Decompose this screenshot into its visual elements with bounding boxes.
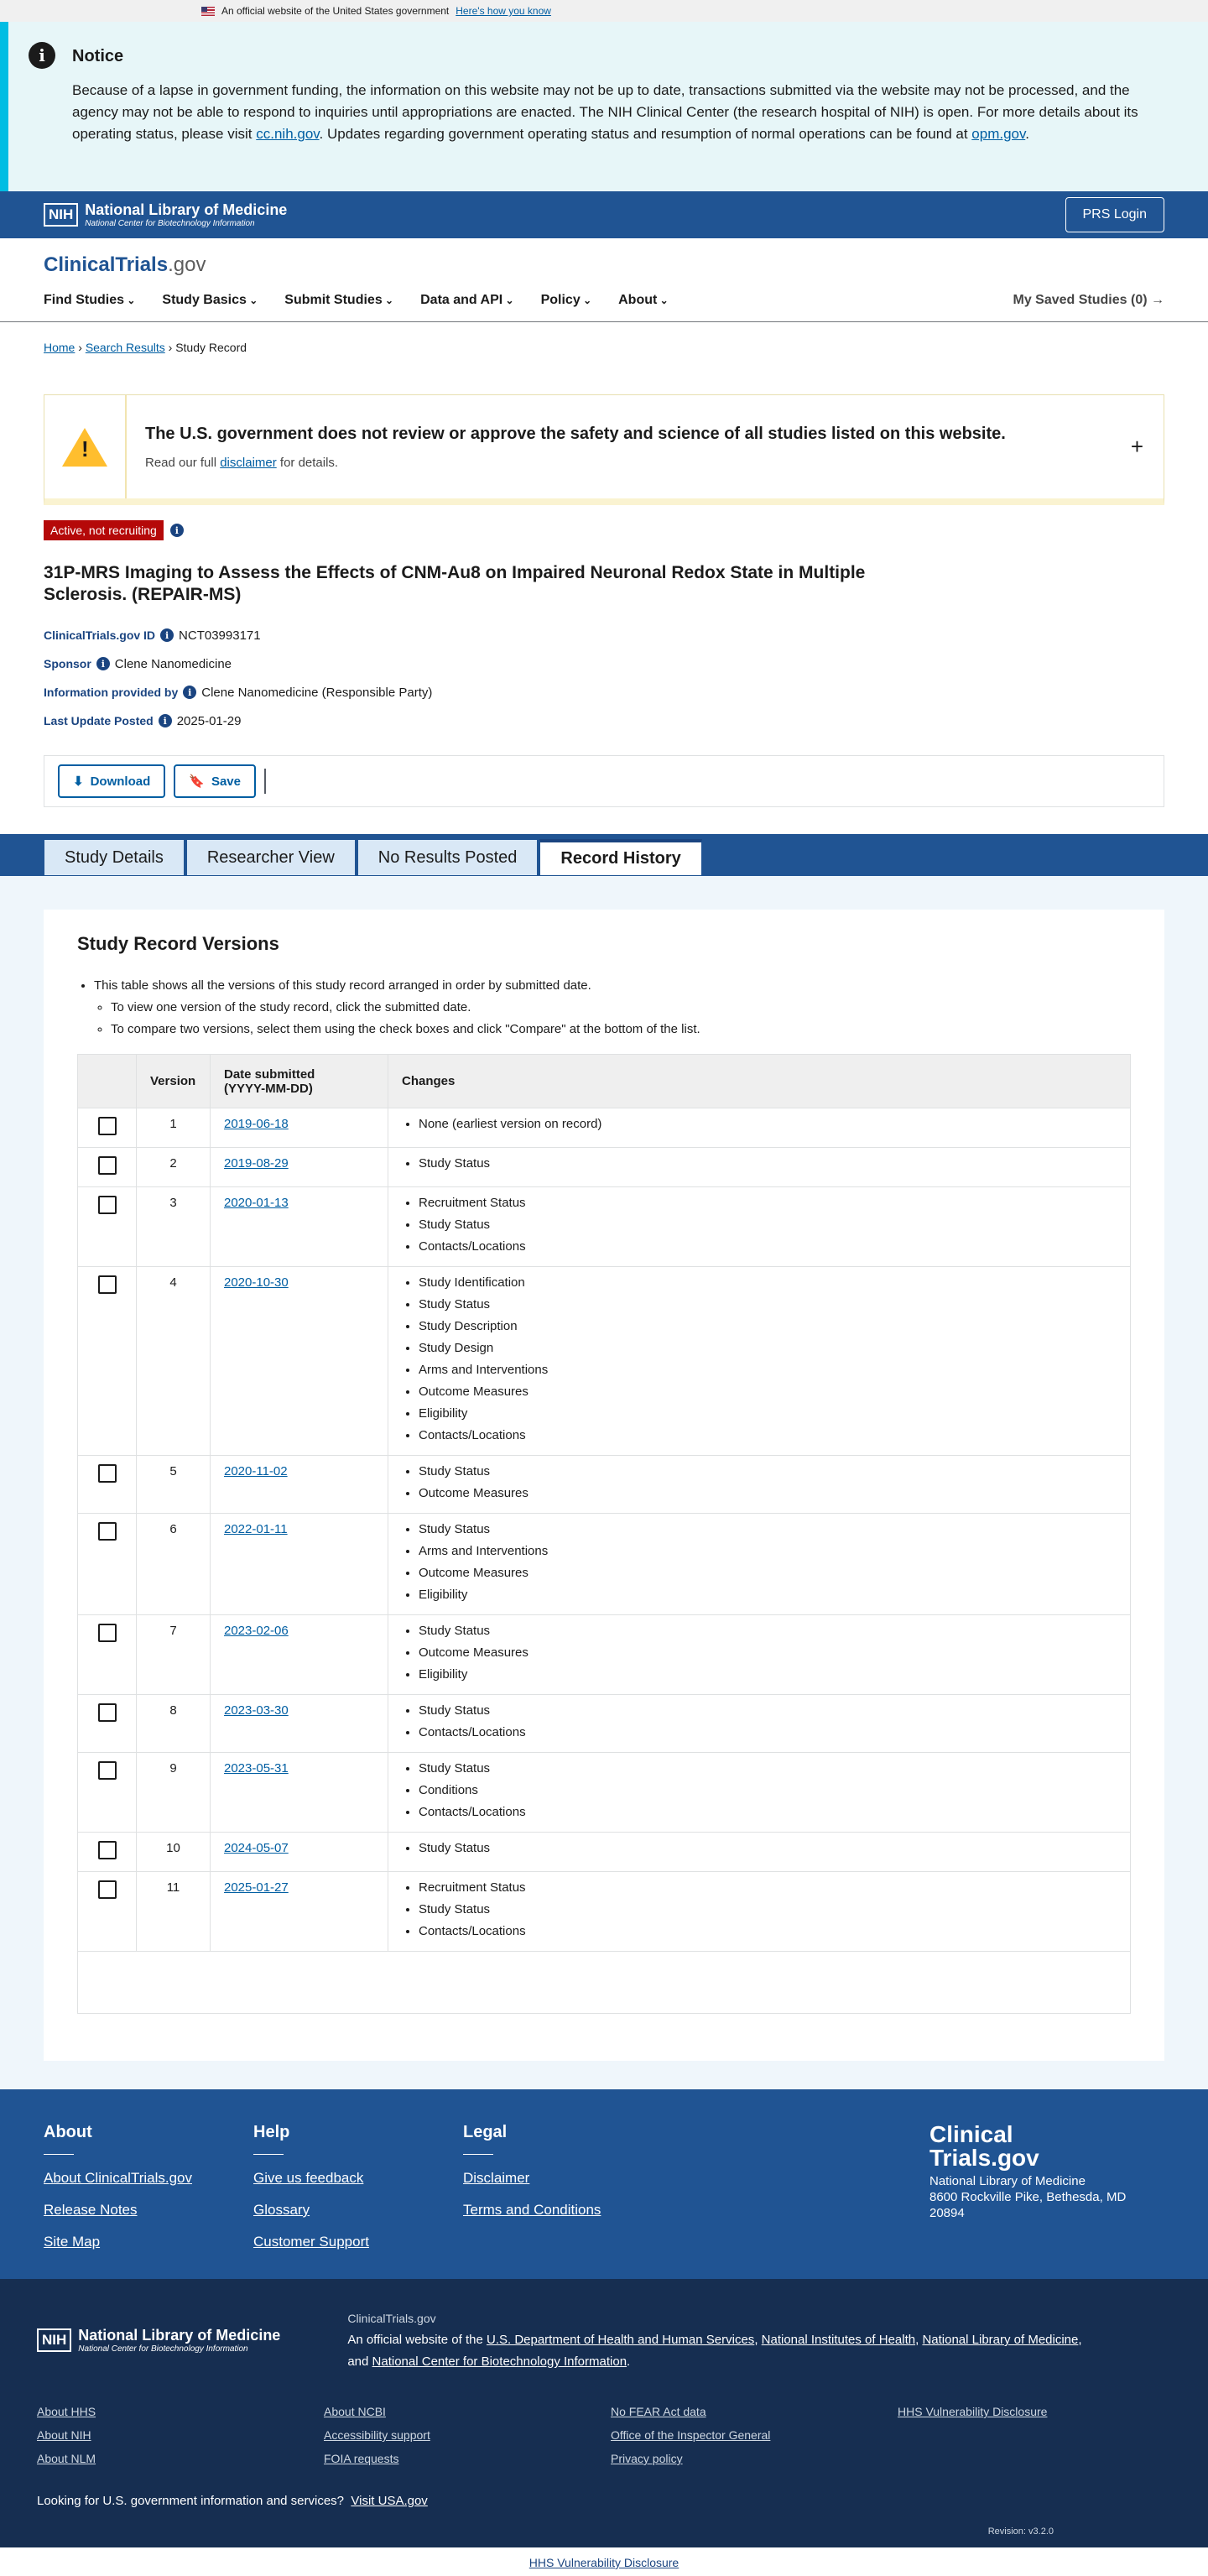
sponsor-label: Sponsor: [44, 657, 91, 670]
link-privacy[interactable]: Privacy policy: [611, 2452, 683, 2465]
version-date-link[interactable]: 2023-03-30: [224, 1703, 289, 1718]
change-item: • Recruitment Status: [419, 1192, 1117, 1214]
version-date-link[interactable]: 2020-01-13: [224, 1196, 289, 1210]
change-item: • Study Status: [419, 1214, 1117, 1236]
changes-list: [402, 1838, 1117, 1859]
link-inspector-general[interactable]: Office of the Inspector General: [611, 2428, 771, 2442]
change-item: • Contacts/Locations: [419, 1236, 1117, 1258]
changes-list: [402, 1519, 1117, 1606]
lower-links: [37, 2405, 1171, 2465]
link-no-fear[interactable]: No FEAR Act data: [611, 2405, 706, 2418]
version-checkbox[interactable]: [98, 1761, 117, 1780]
change-item: • Outcome Measures: [419, 1381, 1117, 1403]
status-row: [44, 520, 1164, 540]
table-row: [78, 1148, 1131, 1187]
change-item: • Arms and Interventions: [419, 1359, 1117, 1381]
info-provided-value: Clene Nanomedicine (Responsible Party): [201, 685, 433, 700]
change-item: • Contacts/Locations: [419, 1722, 1117, 1744]
study-meta: [44, 621, 1164, 735]
disclaimer-link[interactable]: disclaimer: [220, 455, 277, 470]
change-item: • Outcome Measures: [419, 1562, 1117, 1584]
download-icon: ⬇: [73, 774, 84, 789]
version-date-link[interactable]: 2025-01-27: [224, 1880, 289, 1895]
main-nav: [0, 279, 1208, 322]
version-number: 2: [137, 1148, 211, 1187]
version-number: 4: [137, 1267, 211, 1456]
study-title: 31P-MRS Imaging to Assess the Effects of CNM-Au8 on Impaired Neuronal Redox State in Multiple Sclerosis. (REPAIR-MS): [44, 563, 866, 604]
nav-about[interactable]: About ⌄: [618, 293, 669, 308]
nlm-logo[interactable]: [44, 201, 287, 228]
changes-list: [402, 1620, 1117, 1686]
footer-brand: Clinical Trials.gov National Library of Medicine 8600 Rockville Pike, Bethesda, MD 20894: [929, 2123, 1164, 2245]
change-item: • Study Status: [419, 1700, 1117, 1722]
id-info-icon[interactable]: i: [160, 628, 174, 642]
version-checkbox[interactable]: [98, 1196, 117, 1214]
footer-release-notes[interactable]: Release Notes: [44, 2202, 138, 2218]
footer-disclaimer[interactable]: Disclaimer: [463, 2170, 530, 2186]
version-number: 3: [137, 1187, 211, 1267]
link-about-nlm[interactable]: About NLM: [37, 2452, 96, 2465]
save-button[interactable]: 🔖 Save: [174, 764, 256, 798]
version-number: 9: [137, 1753, 211, 1833]
footer-legal-title: Legal: [463, 2123, 508, 2141]
tab-record-history[interactable]: Record History: [539, 839, 701, 876]
link-about-nih[interactable]: About NIH: [37, 2428, 91, 2442]
tab-no-results-posted[interactable]: No Results Posted: [357, 839, 539, 876]
expand-plus-icon[interactable]: +: [1130, 434, 1143, 459]
status-badge: Active, not recruiting: [44, 520, 164, 540]
tab-study-details[interactable]: Study Details: [44, 839, 185, 876]
footer-logo[interactable]: Clinical Trials.gov: [929, 2121, 1039, 2171]
version-checkbox[interactable]: [98, 1624, 117, 1642]
gov-banner-text: An official website of the United States government: [221, 5, 450, 17]
footer-about-ctgov[interactable]: About ClinicalTrials.gov: [44, 2170, 192, 2186]
table-row: [78, 1872, 1131, 1952]
changes-list: [402, 1758, 1117, 1823]
info-provided-label: Information provided by: [44, 686, 179, 699]
link-accessibility[interactable]: Accessibility support: [324, 2428, 430, 2442]
link-ncbi[interactable]: National Center for Biotechnology Information: [372, 2354, 627, 2369]
versions-table: [77, 1054, 1131, 2014]
revision: Revision: v3.2.0: [987, 2526, 1054, 2537]
nih-logo-icon: NIH: [44, 203, 78, 227]
prs-login-button[interactable]: PRS Login: [1065, 197, 1165, 232]
nlm-header: [0, 191, 1208, 238]
id-label: ClinicalTrials.gov ID: [44, 628, 156, 642]
table-row: [78, 1753, 1131, 1833]
table-row: [78, 1456, 1131, 1514]
change-item: • Study Status: [419, 1620, 1117, 1642]
link-nlm[interactable]: National Library of Medicine: [922, 2333, 1079, 2347]
nav-data-api[interactable]: Data and API ⌄: [420, 293, 513, 308]
table-spacer: [78, 1952, 1131, 2014]
footer-customer-support[interactable]: Customer Support: [253, 2234, 369, 2250]
change-item: • Eligibility: [419, 1664, 1117, 1686]
us-flag-icon: [201, 7, 215, 16]
changes-list: [402, 1192, 1117, 1258]
changes-list: [402, 1113, 1117, 1135]
footer-glossary[interactable]: Glossary: [253, 2202, 310, 2218]
version-number: 6: [137, 1514, 211, 1615]
change-item: • Study Status: [419, 1838, 1117, 1859]
footer-nih-logo-icon: NIH: [37, 2328, 71, 2352]
change-item: • Study Status: [419, 1519, 1117, 1541]
cc-nih-link[interactable]: cc.nih.gov: [256, 126, 320, 142]
change-item: • Study Description: [419, 1316, 1117, 1338]
warning-icon: !: [62, 428, 107, 467]
link-foia[interactable]: FOIA requests: [324, 2452, 399, 2465]
version-number: 10: [137, 1833, 211, 1872]
breadcrumb-home[interactable]: Home: [44, 341, 76, 354]
version-date-link[interactable]: 2020-10-30: [224, 1275, 289, 1290]
link-hhs[interactable]: U.S. Department of Health and Human Services: [486, 2333, 755, 2347]
sponsor-value: Clene Nanomedicine: [114, 656, 232, 671]
change-item: • Contacts/Locations: [419, 1921, 1117, 1942]
nav-find-studies[interactable]: Find Studies ⌄: [44, 293, 135, 308]
changes-list: [402, 1461, 1117, 1504]
version-checkbox[interactable]: [98, 1464, 117, 1483]
tab-researcher-view[interactable]: Researcher View: [186, 839, 356, 876]
notice-title: Notice: [72, 47, 124, 65]
last-update-label: Last Update Posted: [44, 714, 154, 727]
change-item: • Arms and Interventions: [419, 1541, 1117, 1562]
version-number: 11: [137, 1872, 211, 1952]
funding-notice: [0, 22, 1208, 191]
table-row: [78, 1267, 1131, 1456]
version-checkbox[interactable]: [98, 1522, 117, 1541]
change-item: • Study Design: [419, 1338, 1117, 1359]
nav-submit-studies[interactable]: Submit Studies ⌄: [284, 293, 393, 308]
version-checkbox[interactable]: [98, 1841, 117, 1859]
footer-feedback[interactable]: Give us feedback: [253, 2170, 364, 2186]
record-history-section: [0, 876, 1208, 2089]
heres-how-you-know-link[interactable]: Here's how you know: [456, 5, 551, 17]
bottom-hhs-vuln-link[interactable]: HHS Vulnerability Disclosure: [528, 2556, 680, 2569]
nav-study-basics[interactable]: Study Basics ⌄: [162, 293, 258, 308]
versions-intro: • This table shows all the versions of this study record arranged in order by submitted date. ◦ To view one version of the study record, click the submitted date. ◦ To compare two versions, select them using the check boxes and click "Compare" at the bottom of the list.: [77, 975, 1131, 1040]
change-item: • None (earliest version on record): [419, 1113, 1117, 1135]
status-info-icon[interactable]: i: [170, 524, 184, 537]
footer-nlm-logo[interactable]: NIH National Library of Medicine National Center for Biotechnology Information: [37, 2307, 280, 2373]
opm-link[interactable]: opm.gov: [971, 126, 1026, 142]
lower-footer: [0, 2279, 1208, 2547]
info-provided-icon[interactable]: i: [183, 686, 196, 699]
disclaimer-alert: [44, 394, 1164, 505]
version-checkbox[interactable]: [98, 1703, 117, 1722]
bookmark-icon: 🔖: [189, 774, 205, 789]
version-number: 5: [137, 1456, 211, 1514]
link-hhs-vuln[interactable]: HHS Vulnerability Disclosure: [898, 2405, 1048, 2418]
table-row: [78, 1187, 1131, 1267]
change-item: • Outcome Measures: [419, 1642, 1117, 1664]
change-item: • Study Status: [419, 1899, 1117, 1921]
version-number: 1: [137, 1108, 211, 1148]
usa-gov-line: Looking for U.S. government information and services? Visit USA.gov: [37, 2494, 428, 2508]
disclaimer-title: The U.S. government does not review or approve the safety and science of all studies listed on this website.: [145, 424, 1006, 443]
nlm-name: National Library of Medicine: [85, 201, 288, 218]
site-footer: [0, 2089, 1208, 2279]
last-update-info-icon[interactable]: i: [159, 714, 172, 727]
col-select: [78, 1055, 137, 1108]
change-item: • Eligibility: [419, 1584, 1117, 1606]
bottom-bar: [0, 2547, 1208, 2576]
versions-heading: Study Record Versions: [77, 933, 279, 954]
ncbi-name: National Center for Biotechnology Information: [85, 219, 255, 228]
link-about-hhs[interactable]: About HHS: [37, 2405, 96, 2418]
version-checkbox[interactable]: [98, 1275, 117, 1294]
version-checkbox[interactable]: [98, 1117, 117, 1135]
breadcrumb: Home › Search Results › Study Record: [44, 341, 247, 354]
version-number: 7: [137, 1615, 211, 1695]
nav-policy[interactable]: Policy ⌄: [541, 293, 592, 308]
ctgov-logo[interactable]: ClinicalTrials.gov: [44, 253, 206, 276]
breadcrumb-current: Study Record: [175, 341, 247, 354]
change-item: • Conditions: [419, 1780, 1117, 1802]
change-item: • Outcome Measures: [419, 1483, 1117, 1504]
change-item: • Study Identification: [419, 1272, 1117, 1294]
download-button[interactable]: ⬇ Download: [58, 764, 165, 798]
change-item: • Study Status: [419, 1153, 1117, 1175]
version-date-link[interactable]: 2020-11-02: [224, 1464, 288, 1478]
change-item: • Contacts/Locations: [419, 1802, 1117, 1823]
change-item: • Eligibility: [419, 1403, 1117, 1425]
changes-list: [402, 1877, 1117, 1942]
version-date-link[interactable]: 2023-02-06: [224, 1624, 289, 1638]
info-icon: i: [29, 42, 55, 69]
table-row: [78, 1108, 1131, 1148]
last-update-value: 2025-01-29: [176, 713, 242, 728]
study-id: NCT03993171: [179, 628, 261, 643]
notice-body: Because of a lapse in government funding, the information on this website may not be up to date, transactions submitted via the website may not be processed, and the agency may not be able to respond to inquiries until appropriations are enacted. The NIH Clinical Center (the research hospital of NIH) is open. For more details about its operating status, please visit cc.nih.gov. Updates regarding government operating status and resumption of normal operations can be found at opm.gov.: [72, 82, 1138, 142]
changes-list: [402, 1700, 1117, 1744]
col-date: Date submitted (YYYY-MM-DD): [211, 1055, 388, 1108]
footer-help-title: Help: [253, 2123, 290, 2141]
footer-terms[interactable]: Terms and Conditions: [463, 2202, 601, 2218]
actions-bar: [44, 755, 1164, 807]
table-row: [78, 1615, 1131, 1695]
divider: [264, 769, 266, 794]
breadcrumb-search-results[interactable]: Search Results: [85, 341, 165, 354]
change-item: • Study Status: [419, 1294, 1117, 1316]
footer-about-title: About: [44, 2123, 92, 2141]
changes-list: [402, 1153, 1117, 1175]
disclaimer-text: Read our full disclaimer for details.: [145, 455, 339, 470]
table-row: [78, 1695, 1131, 1753]
version-date-link[interactable]: 2022-01-11: [224, 1522, 288, 1536]
change-item: • Contacts/Locations: [419, 1425, 1117, 1447]
change-item: • Study Status: [419, 1758, 1117, 1780]
table-row: [78, 1514, 1131, 1615]
table-row: [78, 1833, 1131, 1872]
col-changes: Changes: [388, 1055, 1131, 1108]
change-item: • Study Status: [419, 1461, 1117, 1483]
link-usa-gov[interactable]: Visit USA.gov: [351, 2494, 428, 2508]
footer-site-map[interactable]: Site Map: [44, 2234, 101, 2250]
tabs-bar: [0, 834, 1208, 876]
official-site-text: ClinicalTrials.gov An official website of the U.S. Department of Health and Human Services, National Institutes of Health, National Library of Medicine, and National Center for Biotechnology Information.: [347, 2312, 1082, 2369]
change-item: • Recruitment Status: [419, 1877, 1117, 1899]
version-number: 8: [137, 1695, 211, 1753]
sponsor-info-icon[interactable]: i: [96, 657, 110, 670]
link-about-ncbi[interactable]: About NCBI: [324, 2405, 386, 2418]
link-nih[interactable]: National Institutes of Health: [761, 2333, 916, 2347]
changes-list: [402, 1272, 1117, 1447]
version-date-link[interactable]: 2019-08-29: [224, 1156, 289, 1171]
col-version: Version: [137, 1055, 211, 1108]
version-date-link[interactable]: 2024-05-07: [224, 1841, 289, 1855]
my-saved-studies-link[interactable]: My Saved Studies (0) →: [1013, 292, 1164, 307]
gov-banner: [0, 0, 1208, 22]
version-checkbox[interactable]: [98, 1156, 117, 1175]
version-date-link[interactable]: 2019-06-18: [224, 1117, 289, 1131]
version-date-link[interactable]: 2023-05-31: [224, 1761, 289, 1776]
version-checkbox[interactable]: [98, 1880, 117, 1899]
